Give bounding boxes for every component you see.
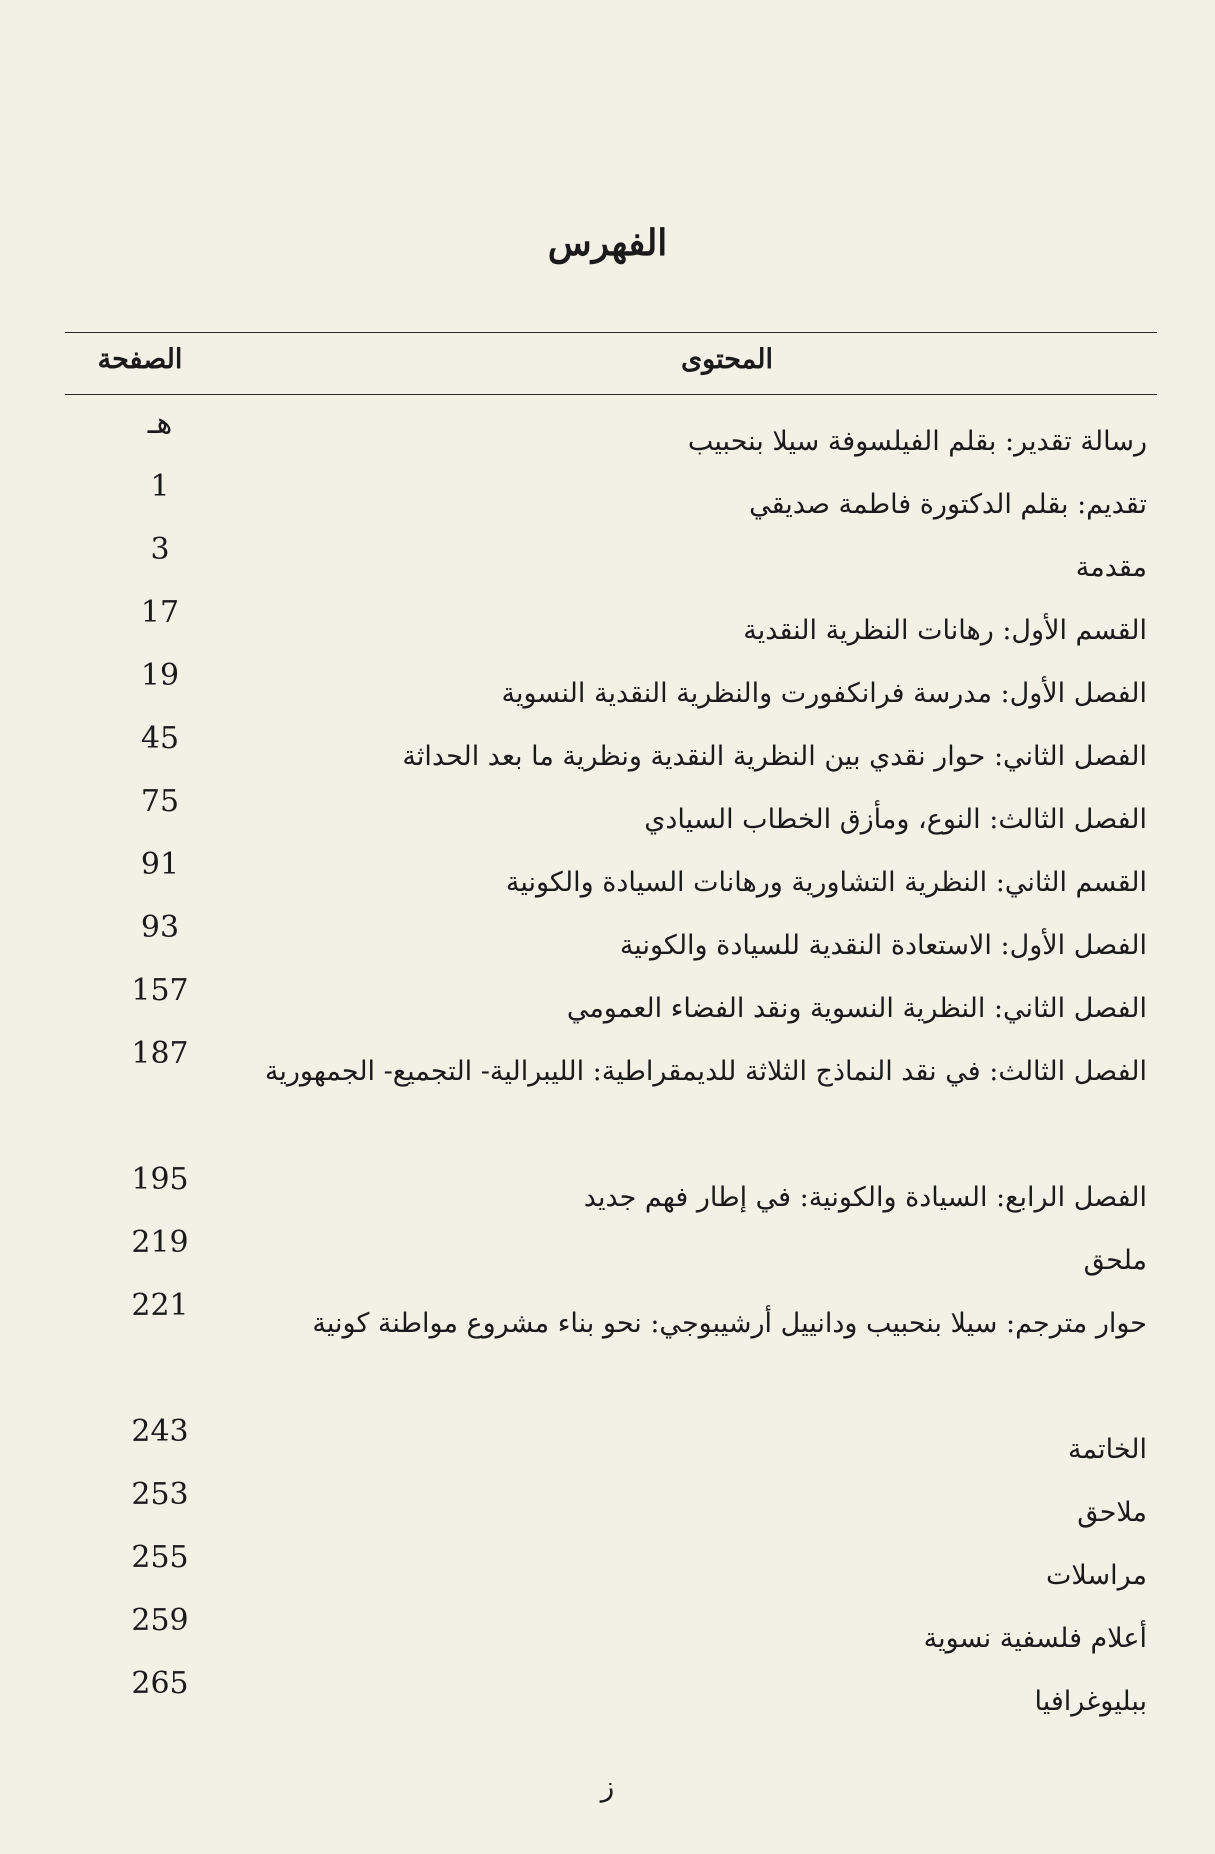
content-column-header: المحتوى bbox=[681, 344, 773, 375]
toc-entry-title: أعلام فلسفية نسوية bbox=[923, 1623, 1147, 1654]
toc-row bbox=[65, 591, 1157, 654]
toc-entry-title: حوار مترجم: سيلا بنحبيب ودانييل أرشيبوجي: نحو بناء مشروع مواطنة كونية bbox=[312, 1308, 1147, 1339]
toc-entry-title: مراسلات bbox=[1045, 1560, 1147, 1591]
toc-entry-title: الفصل الثالث: النوع، ومأزق الخطاب السيادي bbox=[644, 804, 1147, 835]
toc-row bbox=[65, 1473, 1157, 1536]
toc-row bbox=[65, 1662, 1157, 1725]
toc-entry-page: 255 bbox=[131, 1540, 189, 1575]
toc-entry-page: 19 bbox=[140, 658, 180, 693]
toc-row bbox=[65, 1284, 1157, 1410]
toc-row bbox=[65, 717, 1157, 780]
toc-entry-title: ببليوغرافيا bbox=[1034, 1686, 1147, 1717]
toc-header bbox=[65, 344, 1157, 388]
page-column-header: الصفحة bbox=[97, 344, 183, 375]
toc-entry-title: رسالة تقدير: بقلم الفيلسوفة سيلا بنحبيب bbox=[687, 426, 1147, 457]
toc-entry-title: الفصل الأول: الاستعادة النقدية للسيادة والكونية bbox=[619, 930, 1147, 961]
toc-entry-page: 221 bbox=[131, 1288, 189, 1323]
toc-entry-title: الفصل الثالث: في نقد النماذج الثلاثة للديمقراطية: الليبرالية- التجميع- الجمهورية bbox=[264, 1056, 1147, 1087]
toc-entry-title: القسم الأول: رهانات النظرية النقدية bbox=[743, 615, 1147, 646]
toc-entry-page: 253 bbox=[131, 1477, 189, 1512]
toc-row bbox=[65, 654, 1157, 717]
toc-row bbox=[65, 1410, 1157, 1473]
toc-entry-page: 1 bbox=[150, 469, 170, 504]
toc-row bbox=[65, 1536, 1157, 1599]
toc-row bbox=[65, 1599, 1157, 1662]
toc-entry-page: 265 bbox=[131, 1666, 189, 1701]
toc-entry-title: ملحق bbox=[1083, 1245, 1147, 1276]
page-number-footer: ز bbox=[600, 1770, 615, 1803]
toc-entry-title: الفصل الثاني: حوار نقدي بين النظرية النقدية ونظرية ما بعد الحداثة bbox=[402, 741, 1147, 772]
toc-row bbox=[65, 1032, 1157, 1158]
header-bottom-rule bbox=[65, 394, 1157, 395]
toc-entry-page: 259 bbox=[131, 1603, 189, 1638]
toc-entry-page: 195 bbox=[131, 1162, 189, 1197]
toc-entry-title: الفصل الثاني: النظرية النسوية ونقد الفضاء العمومي bbox=[566, 993, 1147, 1024]
toc-entry-title: الفصل الأول: مدرسة فرانكفورت والنظرية النقدية النسوية bbox=[501, 678, 1147, 709]
toc-entry-title: الخاتمة bbox=[1068, 1434, 1147, 1465]
toc-entry-page: 75 bbox=[140, 784, 180, 819]
toc-entry-title: مقدمة bbox=[1075, 552, 1147, 583]
toc-row bbox=[65, 969, 1157, 1032]
toc-entry-title: تقديم: بقلم الدكتورة فاطمة صديقي bbox=[749, 489, 1147, 520]
page-title: الفهرس bbox=[547, 222, 668, 264]
toc-entry-page: 93 bbox=[140, 910, 180, 945]
toc-entry-title: ملاحق bbox=[1077, 1497, 1147, 1528]
toc-entry-page: 219 bbox=[131, 1225, 189, 1260]
toc-entry-page: 17 bbox=[140, 595, 180, 630]
toc-entry-title: الفصل الرابع: السيادة والكونية: في إطار فهم جديد bbox=[583, 1182, 1147, 1213]
toc-entry-page: 91 bbox=[140, 847, 180, 882]
toc-row bbox=[65, 843, 1157, 906]
toc-entry-title: القسم الثاني: النظرية التشاورية ورهانات السيادة والكونية bbox=[505, 867, 1147, 898]
toc-entry-page: 45 bbox=[140, 721, 180, 756]
toc-entry-page: 187 bbox=[131, 1036, 189, 1071]
toc-row bbox=[65, 1221, 1157, 1284]
toc-row bbox=[65, 528, 1157, 591]
toc-entry-page: هـ bbox=[147, 406, 173, 441]
toc-row bbox=[65, 906, 1157, 969]
toc-entry-page: 243 bbox=[131, 1414, 189, 1449]
toc-entry-page: 3 bbox=[150, 532, 170, 567]
toc-row bbox=[65, 402, 1157, 465]
toc-row bbox=[65, 780, 1157, 843]
toc-entry-page: 157 bbox=[131, 973, 189, 1008]
header-top-rule bbox=[65, 332, 1157, 333]
toc-row bbox=[65, 465, 1157, 528]
toc-row bbox=[65, 1158, 1157, 1221]
table-of-contents bbox=[65, 402, 1157, 1725]
